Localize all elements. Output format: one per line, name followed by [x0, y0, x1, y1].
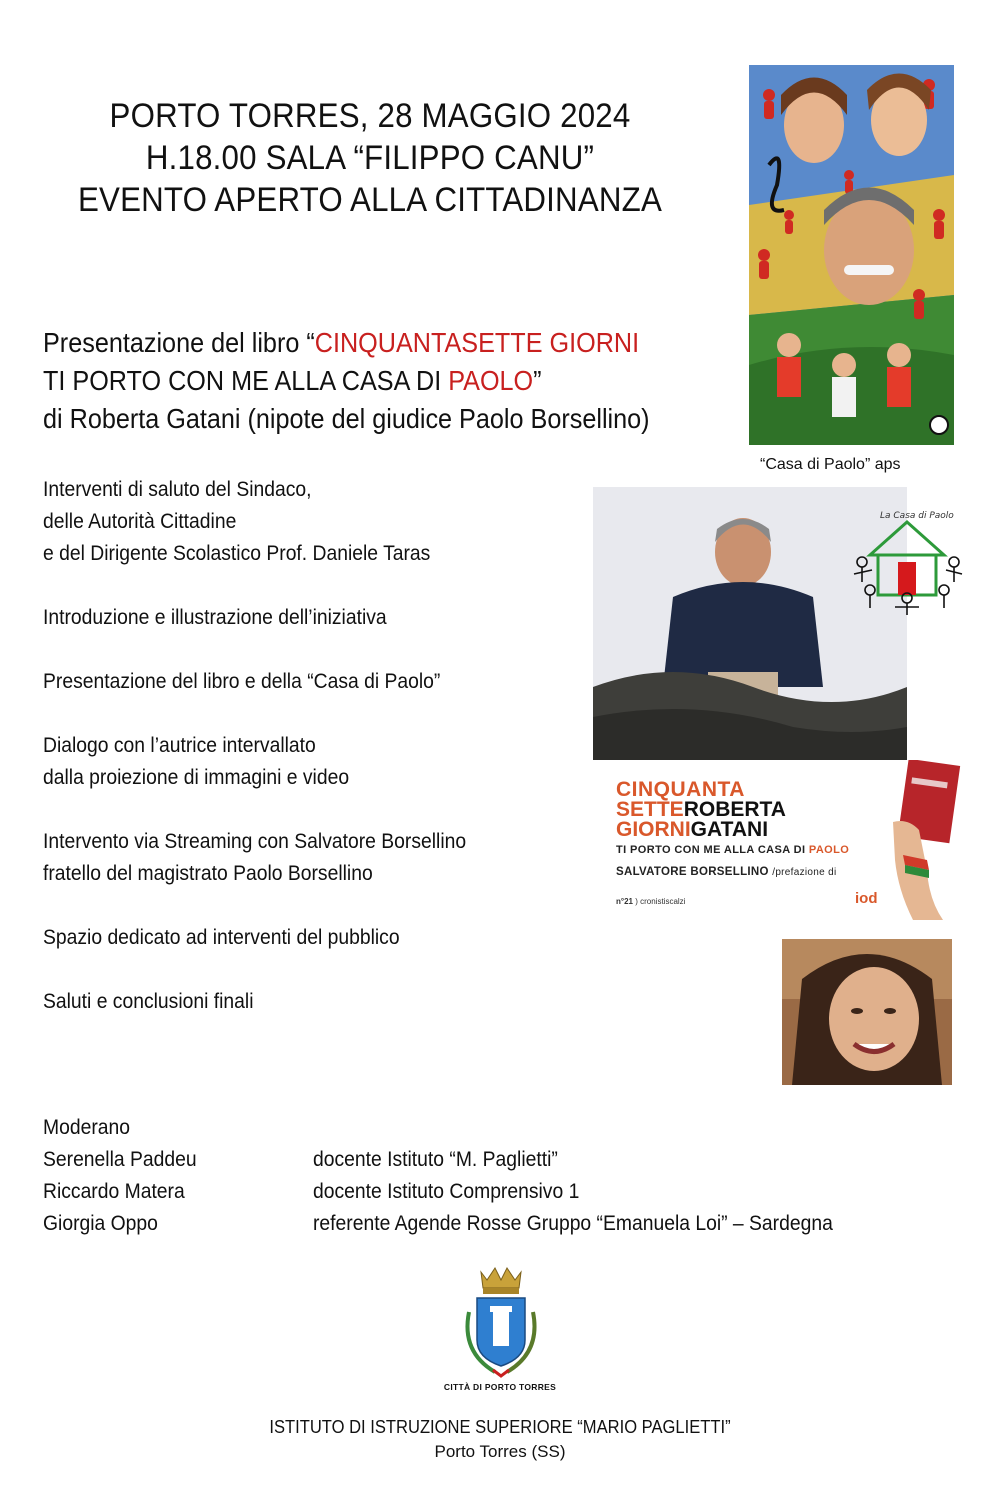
book-presentation: [43, 324, 743, 438]
moderator-role: referente Agende Rosse Gruppo “Emanuela Loi” – Sardegna: [313, 1212, 833, 1235]
program-item-line: Intervento via Streaming con Salvatore Borsellino: [43, 830, 467, 853]
program-item: [43, 922, 558, 954]
program-item-line: Saluti e conclusioni finali: [43, 990, 254, 1013]
book-title-close-quote: ”: [533, 365, 542, 396]
moderator-name: Serenella Paddeu: [43, 1148, 197, 1171]
moderator-row: [43, 1208, 943, 1240]
casa-di-paolo-painting: [749, 65, 954, 445]
book-subtitle-highlight: PAOLO: [448, 365, 534, 396]
cover-author-last: GATANI: [690, 818, 769, 841]
cover-title-line-3: [616, 820, 768, 840]
book-title-line-2: [43, 362, 673, 400]
footer: [200, 1414, 800, 1464]
painting-illustration: [749, 65, 954, 445]
painting-caption: “Casa di Paolo” aps: [760, 456, 901, 473]
moderator-row: [43, 1176, 943, 1208]
program-item-line: Presentazione del libro e della “Casa di Paolo”: [43, 670, 441, 693]
moderator-name: Giorgia Oppo: [43, 1212, 158, 1235]
program-item-line: e del Dirigente Scolastico Prof. Daniele Taras: [43, 542, 431, 565]
casa-di-paolo-logo: [850, 500, 965, 618]
portrait-illustration: [782, 939, 952, 1085]
program-item-line: fratello del magistrato Paolo Borsellino: [43, 862, 373, 885]
book-author-line: di Roberta Gatani (nipote del giudice Paolo Borsellino): [43, 403, 650, 434]
program-list: [43, 474, 603, 1050]
cover-tagline-highlight: PAOLO: [808, 844, 850, 856]
cover-preface-author: [616, 866, 836, 878]
program-item: [43, 730, 558, 794]
moderators-section: [43, 1112, 943, 1240]
program-item: [43, 986, 558, 1018]
moderators-heading: Moderano: [43, 1116, 130, 1139]
moderator-role: docente Istituto “M. Paglietti”: [313, 1148, 558, 1171]
cover-publisher-logo: iod: [855, 890, 878, 907]
cover-author-first: ROBERTA: [683, 798, 786, 821]
program-item-line: dalla proiezione di immagini e video: [43, 766, 350, 789]
book-subtitle-text: TI PORTO CON ME ALLA CASA DI: [43, 365, 449, 396]
program-item: [43, 602, 558, 634]
book-title-line-1: [43, 324, 673, 362]
moderator-row: [43, 1144, 943, 1176]
crest-label: CITTÀ DI PORTO TORRES: [443, 1382, 557, 1392]
event-time-venue-line: H.18.00 SALA “FILIPPO CANU”: [145, 139, 595, 177]
program-item: [43, 474, 558, 570]
cover-title-part: GIORNI: [616, 818, 691, 841]
program-item-line: Dialogo con l’autrice intervallato: [43, 734, 316, 757]
book-cover: [593, 760, 964, 920]
hand-holding-book-illustration: [883, 760, 964, 920]
cover-preface-label: /prefazione di: [772, 867, 837, 878]
cover-series-name: ) cronistiscalzi: [635, 897, 686, 906]
program-item-line: Spazio dedicato ad interventi del pubblico: [43, 926, 400, 949]
moderator-role: docente Istituto Comprensivo 1: [313, 1180, 580, 1203]
moderator-name: Riccardo Matera: [43, 1180, 185, 1203]
event-header: [40, 95, 700, 221]
program-item-line: Introduzione e illustrazione dell’iniziativa: [43, 606, 387, 629]
institute-name: ISTITUTO DI ISTRUZIONE SUPERIORE “MARIO PAGLIETTI”: [269, 1417, 731, 1437]
book-title-main: CINQUANTASETTE GIORNI: [314, 327, 640, 358]
cover-title-line-2: [616, 800, 786, 820]
cover-tagline: [616, 844, 849, 856]
cover-title-line-1: CINQUANTA: [616, 778, 745, 801]
book-intro-text: Presentazione del libro “: [43, 327, 315, 358]
program-item: [43, 826, 558, 890]
cover-series: [616, 897, 685, 906]
porto-torres-crest: [455, 1262, 547, 1392]
cover-preface-name: SALVATORE BORSELLINO: [616, 866, 773, 878]
institute-city: Porto Torres (SS): [434, 1442, 566, 1461]
program-item-line: Interventi di saluto del Sindaco,: [43, 478, 312, 501]
event-open-line: EVENTO APERTO ALLA CITTADINANZA: [78, 181, 662, 219]
program-item-line: delle Autorità Cittadine: [43, 510, 237, 533]
program-item: [43, 666, 558, 698]
cover-series-number: n°21: [616, 897, 636, 906]
casa-logo-text: La Casa di Paolo: [880, 511, 954, 521]
cover-title-part: SETTE: [616, 798, 684, 821]
roberta-gatani-photo: [782, 939, 952, 1085]
house-icon: [850, 500, 965, 618]
cover-tagline-text: TI PORTO CON ME ALLA CASA DI: [616, 844, 809, 856]
event-date-line: PORTO TORRES, 28 MAGGIO 2024: [109, 97, 631, 135]
crest-icon: [455, 1262, 547, 1382]
